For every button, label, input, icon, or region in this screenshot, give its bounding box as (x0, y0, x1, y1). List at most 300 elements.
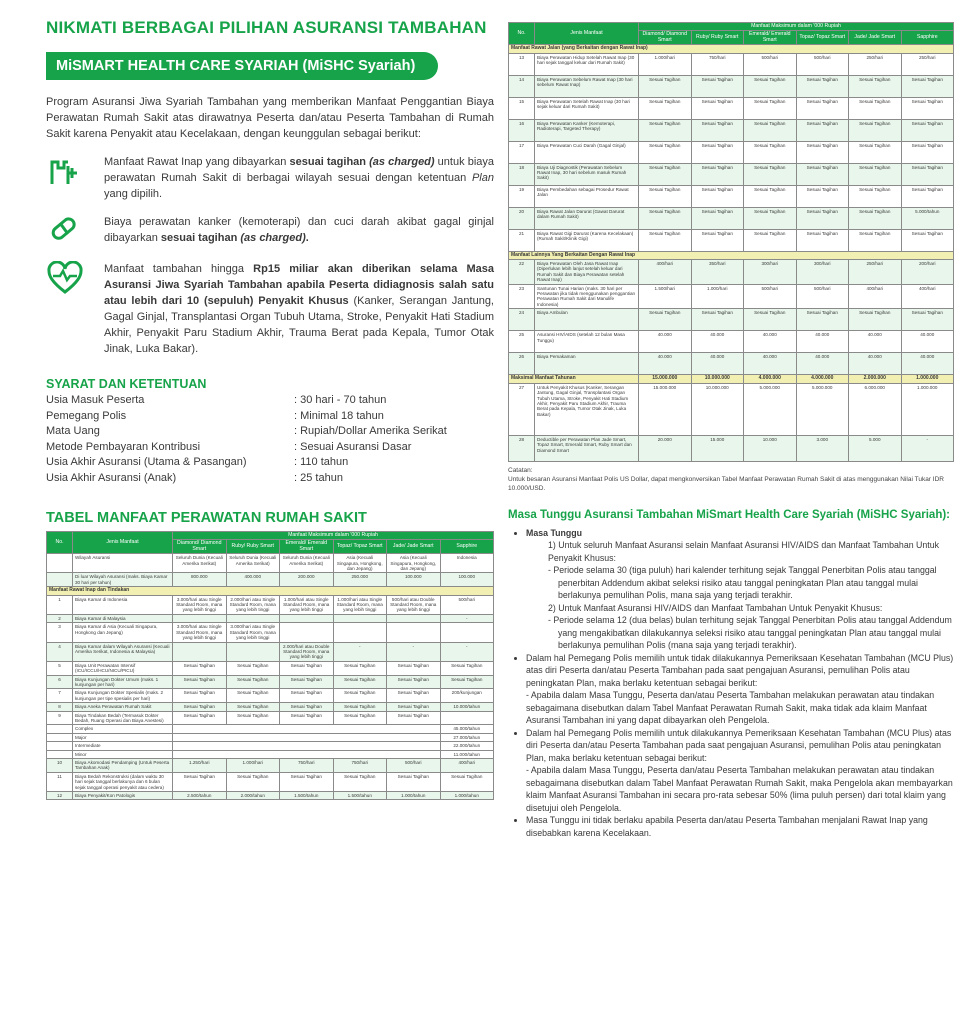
table-cell: Sesuai Tagihan (639, 163, 692, 185)
col-max-header: Manfaat Maksimum dalam '000 Rupiah (173, 532, 494, 540)
benefit-name: Biaya Rawat Jalan Darurat (Gawat Darurat dalam Rumah Sakit) (535, 207, 639, 229)
row-number: 17 (509, 141, 535, 163)
table-row (47, 642, 494, 661)
table-cell: 1.000/tahun (387, 792, 441, 800)
table-cell: 1.000/hari atau Single Standard Room, mana yang lebih tinggi (280, 595, 334, 614)
table-cell (173, 750, 441, 758)
table-cell: 2.000/tahun (226, 792, 280, 800)
group-label: Manfaat Rawat Inap dan Tindakan (47, 587, 494, 595)
table-row (509, 97, 954, 119)
table-row (509, 331, 954, 353)
table-row (47, 725, 494, 733)
row-number: 16 (509, 119, 535, 141)
list-item: • Masa Tunggu ini tidak berlaku apabila Peserta dan/atau Peserta Tambahan menjalani Rawat Inap yang disebabkan karena Kecelakaan. (526, 814, 954, 839)
table-cell: Sesuai Tagihan (173, 661, 227, 675)
table-cell: Sesuai Tagihan (173, 703, 227, 711)
table-cell: Seluruh Dunia (Kecuali Amerika Serikat) (280, 554, 334, 573)
table-cell: Sesuai Tagihan (387, 711, 441, 725)
list-item: • Masa Tunggu 1) Untuk seluruh Manfaat Asuransi selain Manfaat Asuransi HIV/AIDS dan Manfaat Tambahan Untuk Penyakit Khusus: - Periode selama 30 (tiga puluh) hari kalender terhitung sejak Tanggal Penerbitan Polis atau tanggal penerbitan Addendum akibat seleksi risiko atau tanggal peningkatan Plan atau tanggal mulai berlakunya pemulihan Polis, mana saja yang terjadi terakhir. 2) Untuk Manfaat Asuransi HIV/AIDS dan Manfaat Tambahan Untuk Penyakit Khusus: - Periode selama 12 (dua belas) bulan terhitung sejak Tanggal Penerbitan Polis atau tanggal Addendum yang mengakibatkan dilakukannya seleksi risiko atau tanggal peningkatan Plan atau tanggal mulai berlakunya pemulihan Polis (mana saja yang terjadi terakhir). (526, 527, 954, 652)
table-row (509, 75, 954, 97)
table-cell: - (901, 435, 954, 461)
table-cell: 100.000 (387, 573, 441, 587)
waiting-period-body (508, 527, 954, 840)
benefit-name: Biaya Tindakan Bedah (Termasuk Dokter Bedah, Ruang Operasi dan Biaya Anestesi) (73, 711, 173, 725)
benefit-name: Deductible per Perawatan Plan Jade Smart, Topaz Smart, Emerald Smart, Ruby Smart dan Diamond Smart (535, 435, 639, 461)
benefit-name: Biaya Kamar di Malaysia (73, 614, 173, 622)
terms-list (46, 393, 494, 486)
table-cell (280, 614, 334, 622)
table-row (509, 207, 954, 229)
table-cell: 500/hari (796, 284, 849, 309)
table-cell: Sesuai Tagihan (744, 75, 797, 97)
table-cell: 10.000.000 (691, 383, 744, 435)
table-cell (47, 742, 73, 750)
table-cell: 500/hari (796, 53, 849, 75)
table-cell: Sesuai Tagihan (796, 229, 849, 251)
benefit-name: Biaya Bedah Rekonstruksi (dalam waktu 30 hari sejak tanggal berlakunya dan 6 bulan sejak tanggal operasi penyakit atau cedera) (73, 772, 173, 791)
row-number: 23 (509, 284, 535, 309)
table-cell: Sesuai Tagihan (226, 689, 280, 703)
table-cell: 200/kunjungan (440, 689, 494, 703)
row-number: 10 (47, 759, 73, 773)
table-cell: Sesuai Tagihan (226, 772, 280, 791)
table-row (509, 163, 954, 185)
table-cell: 400/hari (440, 759, 494, 773)
table-cell: 800.000 (173, 573, 227, 587)
group-label: Manfaat Lainnya Yang Berkaitan Dengan Rawat Inap (509, 251, 954, 259)
table-cell (47, 750, 73, 758)
table-cell: Sesuai Tagihan (744, 309, 797, 331)
table-row (47, 623, 494, 642)
list-item: • Dalam hal Pemegang Polis memilih untuk dilakukannya Pemeriksaan Kesehatan Tambahan (MCU Plus) atas diri Peserta dan/atau Peserta Tambahan pada saat pengajuan Asuransi, pemulihan Polis atau peningkatan Plan, maka berlaku ketentuan sebagai berikut: - Apabila dalam Masa Tunggu, Peserta dan/atau Peserta Tambahan melakukan perawatan atau tindakan sebagaimana disebutkan dalam Tabel Manfaat Perawatan Rumah Sakit, maka Pengelola akan membayarkan klaim Manfaat Asuransi Tambahan ini secara pro-rata sebesar 50% (lima puluh persen) dari total klaim yang disetujui oleh Pengelola. (526, 727, 954, 815)
table-cell: Sesuai Tagihan (280, 711, 334, 725)
table-cell: Sesuai Tagihan (440, 661, 494, 675)
table-cell: 750/hari (333, 759, 387, 773)
table-cell: Sesuai Tagihan (173, 675, 227, 689)
table-cell: 1.000.000 (901, 375, 954, 383)
table-cell: Sesuai Tagihan (226, 661, 280, 675)
table-cell: Sesuai Tagihan (691, 119, 744, 141)
table-cell: 400/hari (901, 284, 954, 309)
terms-value: : Sesuai Asuransi Dasar (294, 440, 412, 453)
table-cell (173, 733, 441, 741)
row-number: 15 (509, 97, 535, 119)
table-cell: Sesuai Tagihan (387, 689, 441, 703)
plan-header: Jade/ Jade Smart (849, 31, 902, 45)
waiting-period-title: Masa Tunggu Asuransi Tambahan MiSmart Health Care Syariah (MiSHC Syariah): (508, 508, 950, 521)
table-cell: 1.500/tahun (333, 792, 387, 800)
row-number: 18 (509, 163, 535, 185)
benefit-name: Biaya Penyakit/Kon Patologis (73, 792, 173, 800)
benefit-name: Biaya Perawatan Hidup Setelah Rawat Inap (30 hari sejak tanggal keluar dari Rumah Sakit) (535, 53, 639, 75)
terms-value: : 25 tahun (294, 471, 343, 484)
benefit-name: Biaya Uji Diagnostik (Perawatan Sebelum Rawat Inap, 30 hari sebelum masuk Rumah Sakit) (535, 163, 639, 185)
row-number: 8 (47, 703, 73, 711)
table-cell: Sesuai Tagihan (691, 185, 744, 207)
table-cell: 400/hari (639, 260, 692, 285)
benefit-name: Wilayah Asuransi (73, 554, 173, 573)
feature-1 (46, 154, 494, 202)
table-cell: Sesuai Tagihan (901, 97, 954, 119)
table-cell: 15.000.000 (639, 383, 692, 435)
table-cell: 250/hari (901, 53, 954, 75)
table-cell: Sesuai Tagihan (744, 97, 797, 119)
table-cell: Sesuai Tagihan (744, 207, 797, 229)
table-cell: - (333, 642, 387, 661)
terms-row (46, 409, 494, 425)
table-cell: Sesuai Tagihan (744, 163, 797, 185)
benefit-name: Biaya Akomodasi Pendamping (Untuk Peserta Tambahan Anak) (73, 759, 173, 773)
table-cell: Sesuai Tagihan (744, 141, 797, 163)
row-number: 6 (47, 675, 73, 689)
table-cell (280, 623, 334, 642)
table-cell: Sesuai Tagihan (901, 141, 954, 163)
table-cell: 40.000 (849, 331, 902, 353)
terms-title: SYARAT DAN KETENTUAN (46, 377, 207, 391)
benefit-name: Biaya Aneka Perawatan Rumah Sakit (73, 703, 173, 711)
table-cell: Sesuai Tagihan (226, 675, 280, 689)
table-cell: 250/hari (849, 53, 902, 75)
table-cell: Sesuai Tagihan (639, 207, 692, 229)
plan-header: Sapphire (440, 540, 494, 554)
table-cell: 3.000/hari atau Single Standard Room, mana yang lebih tinggi (173, 623, 227, 642)
table-cell: Sesuai Tagihan (849, 119, 902, 141)
table-cell: 1.000.000 (901, 383, 954, 435)
row-number: 27 (509, 383, 535, 435)
table-cell (226, 614, 280, 622)
table-cell: Sesuai Tagihan (639, 75, 692, 97)
plan-header: Topaz/ Topaz Smart (796, 31, 849, 45)
table-cell: 200/hari (901, 260, 954, 285)
table-row (47, 759, 494, 773)
table-cell: Sesuai Tagihan (796, 141, 849, 163)
table-cell: 15.000 (691, 435, 744, 461)
benefit-name: Santunan Tunai Harian (maks. 30 hari per Perawatan jika tidak menggunakan penggantian Perawatan Rumah Sakit dari Manulife Indonesia) (535, 284, 639, 309)
terms-key: Usia Akhir Asuransi (Utama & Pasangan) (46, 456, 247, 468)
table-cell: Sesuai Tagihan (387, 661, 441, 675)
row-number: 25 (509, 331, 535, 353)
benefit-name: Biaya Perawatan Setelah Rawat Inap (30 hari sejak keluar dari Rumah Sakit) (535, 97, 639, 119)
row-number: 5 (47, 661, 73, 675)
table-cell: 40.000 (796, 331, 849, 353)
row-number: 24 (509, 309, 535, 331)
row-number: 19 (509, 185, 535, 207)
table-cell: Sesuai Tagihan (639, 141, 692, 163)
table-cell: Asia (Kecuali Singapura, Hongkong, dan Jepang) (387, 554, 441, 573)
table-cell: 5.000/tahun (901, 207, 954, 229)
benefit-name: Biaya Perawatan Kanker (Kemoterapi, Radioterapi, Targeted Therapy) (535, 119, 639, 141)
table-cell: Sesuai Tagihan (796, 207, 849, 229)
col-max-header: Manfaat Maksimum dalam '000 Rupiah (639, 23, 954, 31)
table-cell: Sesuai Tagihan (849, 309, 902, 331)
table-row (47, 689, 494, 703)
table-cell: 5.000 (849, 435, 902, 461)
table-cell: 200.000 (280, 573, 334, 587)
table-cell: 11.000/tahun (440, 750, 494, 758)
table-row (509, 185, 954, 207)
table-cell: 1.000/tahun (440, 792, 494, 800)
table-cell: Sesuai Tagihan (901, 119, 954, 141)
table-cell: 40.000 (639, 331, 692, 353)
table-cell: 100.000 (440, 573, 494, 587)
table-cell: 10.000/tahun (440, 703, 494, 711)
terms-value: : 30 hari - 70 tahun (294, 394, 387, 406)
table-row (47, 792, 494, 800)
table-cell: Sesuai Tagihan (796, 75, 849, 97)
table-cell: Sesuai Tagihan (691, 75, 744, 97)
table-cell: Sesuai Tagihan (849, 163, 902, 185)
benefit-name: Biaya Perawatan Sebelum Rawat Inap (30 hari sebelum Rawat Inap) (535, 75, 639, 97)
table-cell: 400.000 (226, 573, 280, 587)
terms-row (46, 455, 494, 471)
table-cell: Asia (Kecuali Singapura, Hongkong, dan Jepang) (333, 554, 387, 573)
table-cell: Sesuai Tagihan (796, 119, 849, 141)
table-cell: 1.000/hari (226, 759, 280, 773)
table-cell: Sesuai Tagihan (280, 772, 334, 791)
table-cell: 3.000/hari atau Single Standard Room, mana yang lebih tinggi (226, 623, 280, 642)
table-cell: Sesuai Tagihan (691, 97, 744, 119)
table-cell: 5.000.000 (744, 383, 797, 435)
table-cell: 4.000.000 (796, 375, 849, 383)
col-no-header: No. (509, 23, 535, 45)
table-cell (226, 642, 280, 661)
table-cell: - (387, 642, 441, 661)
table-cell: 500/hari (744, 53, 797, 75)
table-cell: Sesuai Tagihan (333, 772, 387, 791)
table-row (509, 45, 954, 53)
row-number: 12 (47, 792, 73, 800)
table-cell: 2.000/hari atau Single Standard Room, mana yang lebih tinggi (226, 595, 280, 614)
table-row (509, 119, 954, 141)
sub-label: Major (73, 733, 173, 741)
table-cell: Sesuai Tagihan (849, 229, 902, 251)
table-row (509, 435, 954, 461)
terms-key: Usia Akhir Asuransi (Anak) (46, 471, 177, 484)
table-cell: Sesuai Tagihan (901, 229, 954, 251)
table-row (47, 554, 494, 573)
plan-header: Ruby/ Ruby Smart (226, 540, 280, 554)
table-row (47, 573, 494, 587)
table-note: Catatan: Untuk besaran Asuransi Manfaat Polis US Dollar, dapat mengkonversikan Tabel Manfaat Perawatan Rumah Sakit di atas menggunakan Nilai Tukar IDR 10.000/USD. (508, 466, 944, 492)
table-cell: Sesuai Tagihan (440, 772, 494, 791)
table-cell: Sesuai Tagihan (901, 163, 954, 185)
terms-row (46, 471, 494, 487)
table-row (47, 661, 494, 675)
table-cell: Sesuai Tagihan (744, 119, 797, 141)
plan-header: Diamond/ Diamond Smart (173, 540, 227, 554)
benefit-name: Biaya Kamar di Asia (Kecuali Singapura, Hongkong dan Jepang) (73, 623, 173, 642)
table-cell: 40.000 (639, 353, 692, 375)
table-cell: Sesuai Tagihan (333, 675, 387, 689)
table-row (47, 703, 494, 711)
table-cell: Sesuai Tagihan (691, 163, 744, 185)
terms-row (46, 440, 494, 456)
hospital-icon (46, 154, 104, 202)
product-banner: MiSMART HEALTH CARE SYARIAH (MiSHC Syariah) (46, 52, 438, 80)
table-cell: 40.000 (744, 331, 797, 353)
table-cell (333, 614, 387, 622)
table-cell: 40.000 (849, 353, 902, 375)
row-number: 21 (509, 229, 535, 251)
row-number: 7 (47, 689, 73, 703)
table-cell: Sesuai Tagihan (796, 185, 849, 207)
table-row (47, 595, 494, 614)
table-cell: 45.000/tahun (440, 725, 494, 733)
sub-label: Intermediate (73, 742, 173, 750)
table-cell: Sesuai Tagihan (333, 703, 387, 711)
sub-label: Minor (73, 750, 173, 758)
table-cell: Sesuai Tagihan (639, 185, 692, 207)
table-cell: 250.000 (333, 573, 387, 587)
terms-key: Metode Pembayaran Kontribusi (46, 440, 201, 453)
table-cell: 500/hari (440, 595, 494, 614)
table-row (47, 587, 494, 595)
table-cell: 750/hari (691, 53, 744, 75)
benefit-name: Biaya Perawatan Oleh Jasa Rawat Inap (Diperlukan lebih lanjut setelah keluar dari Rumah Sakit dan Biaya Perawatan setelah Rawat Inap) (535, 260, 639, 285)
table-cell: 1.000/hari atau Single Standard Room, mana yang lebih tinggi (333, 595, 387, 614)
table-cell: Sesuai Tagihan (691, 309, 744, 331)
row-number: 2 (47, 614, 73, 622)
table-row (47, 750, 494, 758)
table-cell: 350/hari (691, 260, 744, 285)
table-cell: 40.000 (901, 353, 954, 375)
table-cell: Sesuai Tagihan (639, 97, 692, 119)
table-cell: Sesuai Tagihan (796, 97, 849, 119)
page-heading: NIKMATI BERBAGAI PILIHAN ASURANSI TAMBAHAN (46, 18, 487, 37)
table-row (509, 53, 954, 75)
table-cell: Sesuai Tagihan (173, 689, 227, 703)
table-row (509, 251, 954, 259)
terms-value: : Minimal 18 tahun (294, 409, 384, 422)
table-cell: 5.000.000 (796, 383, 849, 435)
row-number: 3 (47, 623, 73, 642)
feature-3-text: Manfaat tambahan hingga Rp15 miliar akan diberikan selama Masa Asuransi Jiwa Syariah Tambahan apabila Peserta didiagnosis salah satu atau lebih dari 10 (sepuluh) Penyakit Khusus (Kanker, Serangan Jantung, Gagal Ginjal, Transplantasi Organ Tubuh Utama, Stroke, Penyakit Hati Stadium Akhir, Penyakit Paru Stadium Akhir, Trauma Berat pada Kepala, Tumor Otak Jinak, Luka Bakar). (104, 263, 494, 355)
table-row (509, 309, 954, 331)
table-cell: 27.000/tahun (440, 733, 494, 741)
table-cell: Sesuai Tagihan (796, 163, 849, 185)
table-cell: Sesuai Tagihan (226, 711, 280, 725)
table-cell: Sesuai Tagihan (280, 689, 334, 703)
feature-2 (46, 214, 494, 249)
table-row (509, 141, 954, 163)
table-cell: 10.000.000 (691, 375, 744, 383)
terms-key: Pemegang Polis (46, 409, 127, 422)
row-number: 20 (509, 207, 535, 229)
table-cell: Sesuai Tagihan (639, 119, 692, 141)
table-cell: 20.000 (639, 435, 692, 461)
table-cell: - (440, 642, 494, 661)
table-cell: Sesuai Tagihan (280, 675, 334, 689)
plan-header: Ruby/ Ruby Smart (691, 31, 744, 45)
benefit-name: Asuransi HIV/AIDS (setelah 12 bulan Masa Tunggu) (535, 331, 639, 353)
plan-header: Emerald/ Emerald Smart (744, 31, 797, 45)
table-cell: 6.000.000 (849, 383, 902, 435)
table-cell: Sesuai Tagihan (901, 309, 954, 331)
plan-header: Sapphire (901, 31, 954, 45)
table-cell: Sesuai Tagihan (901, 185, 954, 207)
table-cell: 3.000 (796, 435, 849, 461)
terms-value: : 110 tahun (294, 456, 349, 468)
table-cell: Sesuai Tagihan (333, 711, 387, 725)
table-cell: Sesuai Tagihan (849, 141, 902, 163)
table-cell: Sesuai Tagihan (333, 661, 387, 675)
terms-key: Mata Uang (46, 425, 100, 437)
benefit-name: Biaya Kamar di Indonesia (73, 595, 173, 614)
benefit-name: Biaya Perawatan Cuci Darah (Gagal Ginjal) (535, 141, 639, 163)
table-row (509, 383, 954, 435)
table-cell: 2.500/tahun (173, 792, 227, 800)
row-number: 28 (509, 435, 535, 461)
table-cell: Sesuai Tagihan (280, 661, 334, 675)
table-cell: Indonesia (440, 554, 494, 573)
table-cell: 40.000 (744, 353, 797, 375)
table-cell: 300/hari (796, 260, 849, 285)
table-cell: Sesuai Tagihan (639, 229, 692, 251)
table-cell: 250/hari (849, 260, 902, 285)
table-cell: 1.000/hari (639, 53, 692, 75)
table-cell: 750/hari (280, 759, 334, 773)
row-number (47, 573, 73, 587)
benefit-table-right (508, 22, 954, 462)
table-cell: Sesuai Tagihan (387, 675, 441, 689)
table-cell: 500/hari (744, 284, 797, 309)
terms-value: : Rupiah/Dollar Amerika Serikat (294, 425, 447, 437)
table-cell (173, 642, 227, 661)
table-cell: Sesuai Tagihan (849, 185, 902, 207)
table-cell: Sesuai Tagihan (387, 772, 441, 791)
table-row (509, 375, 954, 383)
table-cell: Sesuai Tagihan (691, 229, 744, 251)
table-cell: 500/hari (387, 759, 441, 773)
benefit-table-left (46, 531, 494, 800)
table-cell (47, 725, 73, 733)
table-cell: 1.500/tahun (280, 792, 334, 800)
table-cell: 40.000 (691, 331, 744, 353)
plan-header: Emerald/ Emerald Smart (280, 540, 334, 554)
pill-icon (46, 214, 104, 249)
benefit-name: Di luar Wilayah Asuransi (maks. Biaya Kamar 30 hari per tahun) (73, 573, 173, 587)
plan-header: Topaz/ Topaz Smart (333, 540, 387, 554)
table-cell: Sesuai Tagihan (173, 772, 227, 791)
table-cell: 2.000.000 (849, 375, 902, 383)
table-cell (47, 733, 73, 741)
table-cell: Sesuai Tagihan (333, 689, 387, 703)
table-row (509, 353, 954, 375)
row-number: 1 (47, 595, 73, 614)
table-cell (387, 614, 441, 622)
table-row (47, 772, 494, 791)
table-cell: 500/hari atau Double Standard Room, mana yang lebih tinggi (387, 595, 441, 614)
table-title: TABEL MANFAAT PERAWATAN RUMAH SAKIT (46, 510, 367, 526)
table-cell: 40.000 (901, 331, 954, 353)
row-number (47, 554, 73, 573)
table-cell (387, 623, 441, 642)
right-column (508, 22, 954, 839)
table-row (47, 711, 494, 725)
table-cell: 4.000.000 (744, 375, 797, 383)
terms-row (46, 424, 494, 440)
intro-text: Program Asuransi Jiwa Syariah Tambahan yang memberikan Manfaat Penggantian Biaya Perawatan Rumah Sakit atas dirawatnya Peserta dan/atau Peserta Tambahan di Rumah Sakit karena Penyakit atau Kecelakaan, dengan keunggulan sebagai berikut: (46, 96, 494, 140)
table-cell (173, 742, 441, 750)
benefit-name: Biaya Unit Perawatan Intensif (ICU/ICCU/HCU/NICU/PICU) (73, 661, 173, 675)
table-cell: Sesuai Tagihan (440, 675, 494, 689)
row-number: 4 (47, 642, 73, 661)
table-cell (333, 623, 387, 642)
feature-2-text: Biaya perawatan kanker (kemoterapi) dan cuci darah akibat gagal ginjal dibayarkan sesuai tagihan (as charged). (104, 216, 494, 244)
feature-3 (46, 261, 494, 357)
table-row (509, 284, 954, 309)
col-jenis-header: Jenis Manfaat (535, 23, 639, 45)
